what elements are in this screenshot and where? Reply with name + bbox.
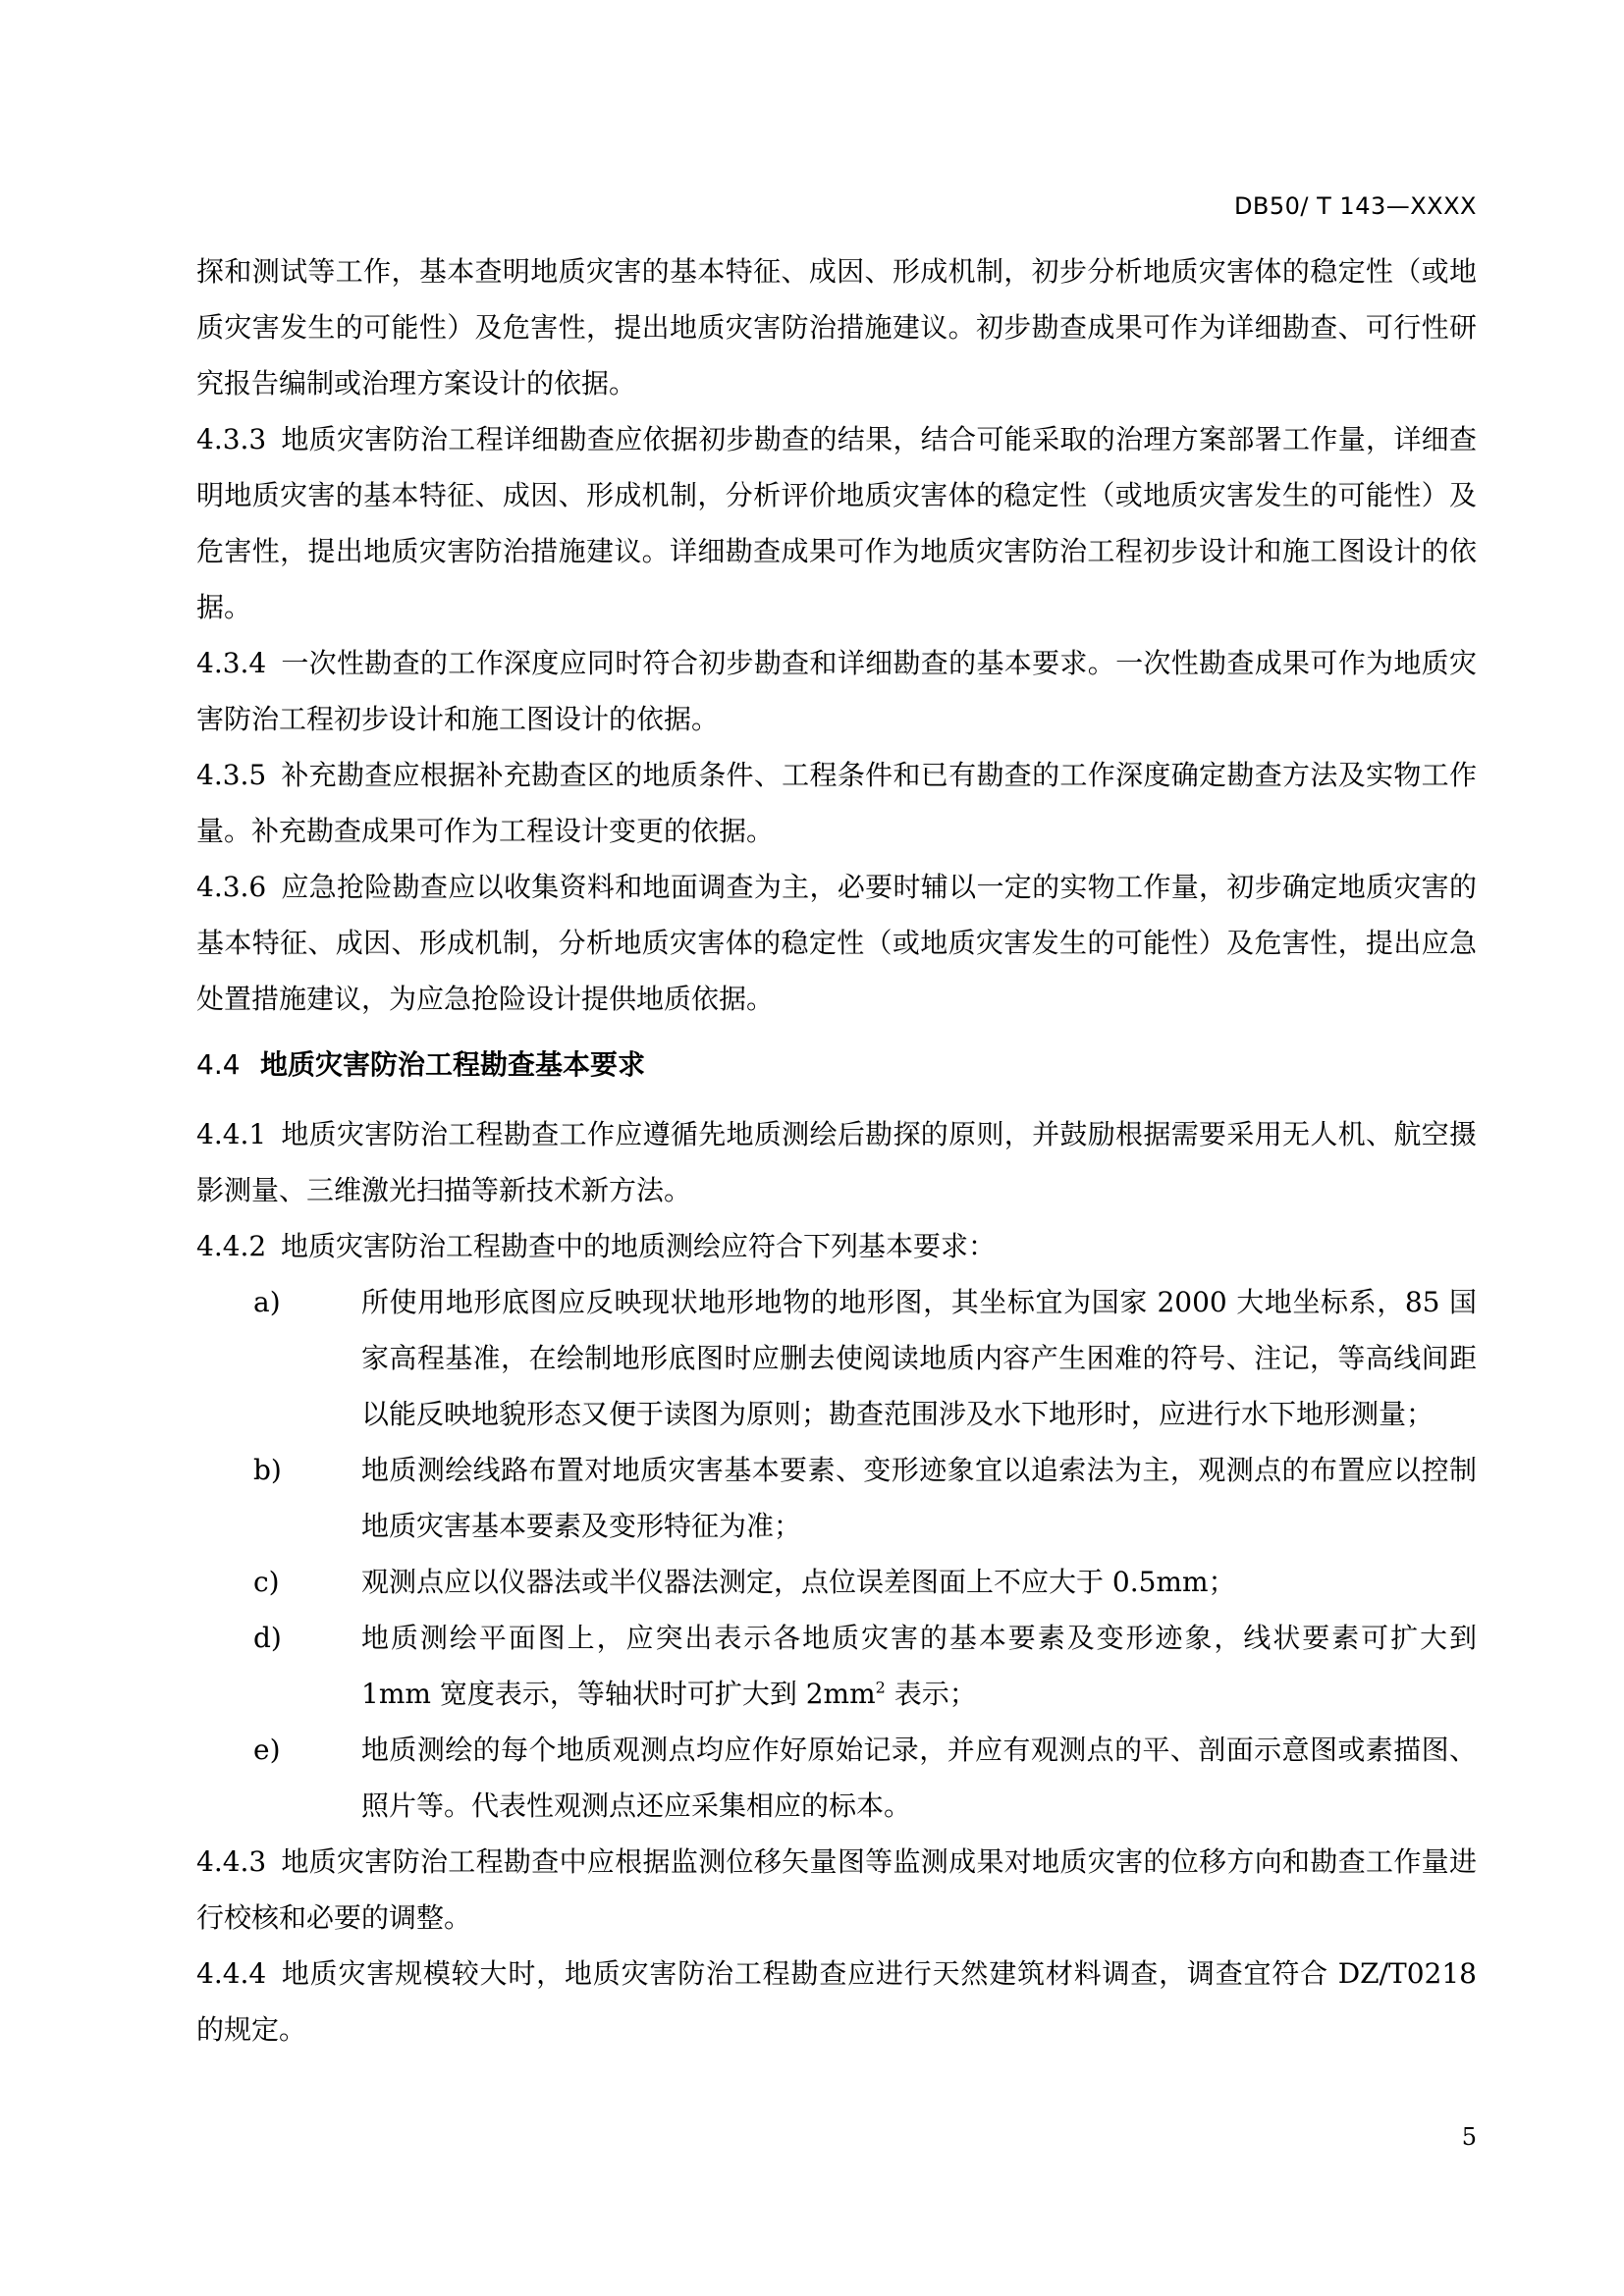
clause-number: 4.3.6	[196, 871, 267, 903]
clause-number: 4.3.5	[196, 759, 267, 791]
paragraph-continuation	[196, 243, 1477, 411]
list-item-a	[253, 1274, 1477, 1442]
clause-text: 地质灾害防治工程勘查中的地质测绘应符合下列基本要求：	[281, 1230, 997, 1262]
list-item-c	[253, 1554, 1477, 1610]
clause-number: 4.3.4	[196, 647, 267, 679]
clause-number: 4.4.1	[196, 1118, 267, 1150]
clause-text: 地质灾害规模较大时，地质灾害防治工程勘查应进行天然建筑材料调查，调查宜符合 DZ/T0218 的规定。	[196, 1957, 1477, 2046]
clause-4-3-4	[196, 635, 1477, 747]
list-text: 地质测绘的每个地质观测点均应作好原始记录，并应有观测点的平、剖面示意图或素描图、照片等。代表性观测点还应采集相应的标本。	[361, 1734, 1477, 1822]
section-number: 4.4	[196, 1048, 241, 1081]
clause-text: 地质灾害防治工程勘查中应根据监测位移矢量图等监测成果对地质灾害的位移方向和勘查工作量进行校核和必要的调整。	[196, 1845, 1477, 1934]
page-body	[196, 243, 1477, 2057]
clause-4-4-1	[196, 1106, 1477, 1218]
clause-4-3-5	[196, 747, 1477, 859]
clause-text: 一次性勘查的工作深度应同时符合初步勘查和详细勘查的基本要求。一次性勘查成果可作为地质灾害防治工程初步设计和施工图设计的依据。	[196, 647, 1477, 735]
clause-text: 地质灾害防治工程详细勘查应依据初步勘查的结果，结合可能采取的治理方案部署工作量，详细查明地质灾害的基本特征、成因、形成机制，分析评价地质灾害体的稳定性（或地质灾害发生的可能性）及危害性，提出地质灾害防治措施建议。详细勘查成果可作为地质灾害防治工程初步设计和施工图设计的依据。	[196, 423, 1477, 623]
superscript: 2	[875, 1678, 886, 1697]
clause-4-4-3	[196, 1834, 1477, 1946]
paragraph-text: 探和测试等工作，基本查明地质灾害的基本特征、成因、形成机制，初步分析地质灾害体的稳定性（或地质灾害发生的可能性）及危害性，提出地质灾害防治措施建议。初步勘查成果可作为详细勘查、可行性研究报告编制或治理方案设计的依据。	[196, 255, 1477, 400]
clause-text: 地质灾害防治工程勘查工作应遵循先地质测绘后勘探的原则，并鼓励根据需要采用无人机、航空摄影测量、三维激光扫描等新技术新方法。	[196, 1118, 1477, 1206]
list-text-part: 表示；	[885, 1678, 977, 1710]
list-text: 地质测绘线路布置对地质灾害基本要素、变形迹象宜以追索法为主，观测点的布置应以控制地质灾害基本要素及变形特征为准；	[361, 1454, 1477, 1542]
page-number: 5	[1461, 2123, 1477, 2151]
list-item-d	[253, 1610, 1477, 1722]
list-item-e	[253, 1722, 1477, 1834]
clause-4-3-3	[196, 411, 1477, 635]
document-code: DB50/ T 143—XXXX	[1233, 192, 1477, 220]
list-marker: d)	[253, 1622, 282, 1654]
clause-number: 4.4.3	[196, 1845, 267, 1878]
clause-4-3-6	[196, 859, 1477, 1027]
section-heading-4-4	[196, 1037, 1477, 1093]
clause-number: 4.4.4	[196, 1957, 267, 1990]
clause-text: 补充勘查应根据补充勘查区的地质条件、工程条件和已有勘查的工作深度确定勘查方法及实物工作量。补充勘查成果可作为工程设计变更的依据。	[196, 759, 1477, 847]
list-marker: c)	[253, 1566, 280, 1598]
list-marker: e)	[253, 1734, 281, 1766]
list-marker: a)	[253, 1286, 281, 1318]
clause-number: 4.4.2	[196, 1230, 267, 1262]
section-title: 地质灾害防治工程勘查基本要求	[260, 1048, 646, 1081]
list-text	[361, 1622, 1477, 1710]
clause-4-4-4	[196, 1946, 1477, 2057]
list-text: 观测点应以仪器法或半仪器法测定，点位误差图面上不应大于 0.5mm；	[361, 1566, 1236, 1598]
clause-4-4-2	[196, 1218, 1477, 1274]
clause-text: 应急抢险勘查应以收集资料和地面调查为主，必要时辅以一定的实物工作量，初步确定地质灾害的基本特征、成因、形成机制，分析地质灾害体的稳定性（或地质灾害发生的可能性）及危害性，提出应急处置措施建议，为应急抢险设计提供地质依据。	[196, 871, 1477, 1015]
clause-number: 4.3.3	[196, 423, 267, 455]
list-text-part: 地质测绘平面图上，应突出表示各地质灾害的基本要素及变形迹象，线状要素可扩大到 1mm 宽度表示，等轴状时可扩大到 2mm	[361, 1622, 1477, 1710]
list-text: 所使用地形底图应反映现状地形地物的地形图，其坐标宜为国家 2000 大地坐标系，85 国家高程基准，在绘制地形底图时应删去使阅读地质内容产生困难的符号、注记，等高线间距以能反映地貌形态又便于读图为原则；勘查范围涉及水下地形时，应进行水下地形测量；	[361, 1286, 1477, 1430]
list-marker: b)	[253, 1454, 282, 1486]
list-item-b	[253, 1442, 1477, 1554]
